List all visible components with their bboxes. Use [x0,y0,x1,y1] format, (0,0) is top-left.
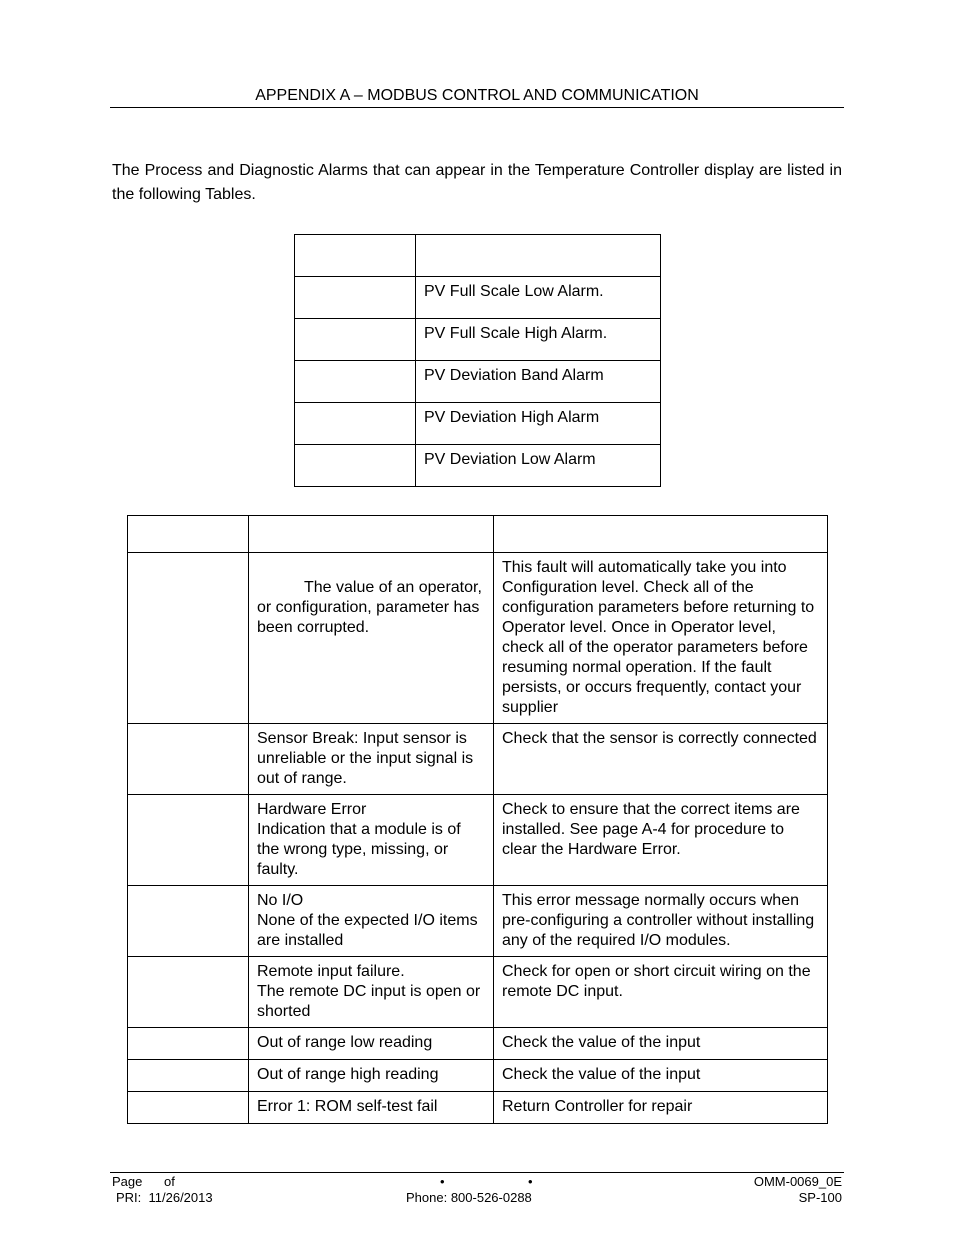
alarm-code-cell [295,403,416,445]
table-row [128,795,828,886]
description-title: Hardware Error [257,801,367,818]
table-header-cell [128,516,249,553]
table-row [128,553,828,724]
alarm-description-cell: Error 1: ROM self-test fail [249,1092,494,1124]
table-header-row [295,235,661,277]
table-header-cell [295,235,416,277]
alarm-description-cell: PV Deviation Band Alarm [416,361,661,403]
description-detail: The remote DC input is open or shorted [257,983,481,1020]
diagnostic-alarms-table [127,515,828,1124]
alarm-description-cell: PV Full Scale High Alarm. [416,319,661,361]
alarm-action-cell: Check for open or short circuit wiring on the remote DC input. [494,957,828,1028]
alarm-action-cell: Check the value of the input [494,1060,828,1092]
description-detail: Indication that a module is of the wrong type, missing, or faulty. [257,821,461,878]
table-row [295,403,661,445]
intro-paragraph: The Process and Diagnostic Alarms that can appear in the Temperature Controller display are listed in the following Tables. [112,162,842,203]
table-row [128,724,828,795]
description-title: Remote input failure. [257,963,405,980]
alarm-action-cell: Check that the sensor is correctly connected [494,724,828,795]
footer-phone: Phone: 800-526-0288 [406,1190,532,1205]
process-alarms-table [294,234,661,487]
alarm-code-cell [128,1092,249,1124]
alarm-description-cell: PV Full Scale Low Alarm. [416,277,661,319]
table-header-cell [249,516,494,553]
footer-doc-number: OMM-0069_0E [753,1174,842,1189]
alarm-description-cell: Sensor Break: Input sensor is unreliable or the input signal is out of range. [249,724,494,795]
table-row [295,277,661,319]
alarm-action-cell: Return Controller for repair [494,1092,828,1124]
alarm-code-cell [128,553,249,724]
alarm-code-cell [295,319,416,361]
alarm-code-cell [295,445,416,487]
description-detail: None of the expected I/O items are installed [257,912,478,949]
table-row [128,886,828,957]
alarm-action-cell: This fault will automatically take you into Configuration level. Check all of the configuration parameters before returning to Operator level. Once in Operator level, check all of the operator parameters before resuming normal operation. If the fault persists, or occurs frequently, contact your supplier [494,553,828,724]
alarm-code-cell [128,957,249,1028]
table-row [128,1060,828,1092]
description-text: The value of an operator, or configuration, parameter has been corrupted. [257,579,482,636]
table-row [128,957,828,1028]
alarm-code-cell [128,1060,249,1092]
table-header-cell [494,516,828,553]
footer-date: PRI: 11/26/2013 [116,1190,213,1205]
table-header-cell [416,235,661,277]
alarm-action-cell: Check the value of the input [494,1028,828,1060]
alarm-description-cell [249,553,494,724]
alarm-action-cell: Check to ensure that the correct items are installed. See page A-4 for procedure to clear the Hardware Error. [494,795,828,886]
alarm-code-cell [295,277,416,319]
table-header-row [128,516,828,553]
description-title: No I/O [257,892,304,909]
footer-rule [110,1172,844,1173]
alarm-code-cell [128,795,249,886]
alarm-description-cell: PV Deviation Low Alarm [416,445,661,487]
alarm-description-cell [249,795,494,886]
header-rule [110,107,844,108]
page-header: APPENDIX A – MODBUS CONTROL AND COMMUNICATION [255,87,699,104]
alarm-description-cell [249,886,494,957]
alarm-action-cell: This error message normally occurs when pre-configuring a controller without installing any of the required I/O modules. [494,886,828,957]
table-row [128,1028,828,1060]
footer-model: SP-100 [798,1190,842,1205]
table-row [295,319,661,361]
alarm-code-cell [295,361,416,403]
table-row [128,1092,828,1124]
alarm-code-cell [128,1028,249,1060]
footer-bullet: • [440,1174,445,1189]
alarm-description-cell: Out of range high reading [249,1060,494,1092]
table-row [295,445,661,487]
footer-bullet: • [528,1174,533,1189]
alarm-description-cell: PV Deviation High Alarm [416,403,661,445]
footer-page-number: Page of [112,1174,175,1189]
alarm-code-cell [128,886,249,957]
table-row [295,361,661,403]
alarm-description-cell [249,957,494,1028]
alarm-description-cell: Out of range low reading [249,1028,494,1060]
alarm-code-cell [128,724,249,795]
